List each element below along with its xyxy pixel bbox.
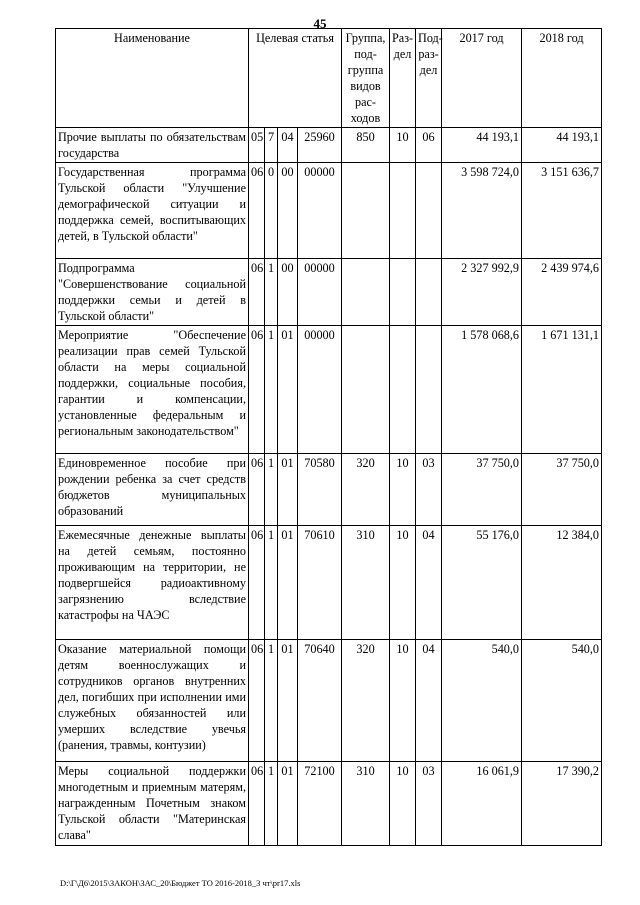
amount-2017: 3 598 724,0: [442, 163, 522, 259]
target-direction: 25960: [298, 128, 342, 163]
target-measure: 01: [278, 526, 298, 640]
amount-2017: 2 327 992,9: [442, 259, 522, 326]
header-section: Раз-дел: [390, 29, 416, 128]
target-direction: 00000: [298, 326, 342, 454]
target-program: 06: [249, 762, 265, 846]
header-name: Наименование: [56, 29, 249, 128]
amount-2018: 44 193,1: [522, 128, 602, 163]
section: 10: [390, 640, 416, 762]
amount-2018: 1 671 131,1: [522, 326, 602, 454]
section: [390, 163, 416, 259]
expense-group: [342, 163, 390, 259]
amount-2018: 12 384,0: [522, 526, 602, 640]
target-direction: 00000: [298, 259, 342, 326]
target-direction: 70640: [298, 640, 342, 762]
table-row: [56, 526, 602, 640]
amount-2017: 540,0: [442, 640, 522, 762]
target-subprogram: 1: [265, 526, 278, 640]
expense-group: 310: [342, 526, 390, 640]
amount-2017: 37 750,0: [442, 454, 522, 526]
page-number: 45: [313, 16, 327, 31]
target-program: 05: [249, 128, 265, 163]
amount-2018: 3 151 636,7: [522, 163, 602, 259]
target-program: 06: [249, 454, 265, 526]
amount-2017: 1 578 068,6: [442, 326, 522, 454]
subsection: 06: [416, 128, 442, 163]
table-row: [56, 128, 602, 163]
target-subprogram: 1: [265, 454, 278, 526]
subsection: [416, 259, 442, 326]
row-name: Прочие выплаты по обязательствам государства: [56, 128, 249, 163]
amount-2018: 2 439 974,6: [522, 259, 602, 326]
expense-group: 850: [342, 128, 390, 163]
target-subprogram: 1: [265, 326, 278, 454]
target-subprogram: 1: [265, 640, 278, 762]
header-2017: 2017 год: [442, 29, 522, 128]
row-name: Государственная программа Тульской области "Улучшение демографической ситуации и поддержка семей, воспитывающих детей, в Тульской области": [56, 163, 249, 259]
target-program: 06: [249, 526, 265, 640]
target-direction: 72100: [298, 762, 342, 846]
amount-2018: 540,0: [522, 640, 602, 762]
header-target-article: Целевая статья: [249, 29, 342, 128]
expense-group: [342, 259, 390, 326]
section: 10: [390, 128, 416, 163]
target-direction: 70610: [298, 526, 342, 640]
row-name: Мероприятие "Обеспечение реализации прав семей Тульской области на меры социальной поддержки, социальные пособия, гарантии и компенсации, установленные федеральным и региональным законодательством": [56, 326, 249, 454]
subsection: [416, 326, 442, 454]
section: [390, 259, 416, 326]
target-measure: 01: [278, 640, 298, 762]
expense-group: [342, 326, 390, 454]
section: [390, 326, 416, 454]
table-row: [56, 259, 602, 326]
subsection: 04: [416, 526, 442, 640]
target-measure: 00: [278, 259, 298, 326]
amount-2017: 16 061,9: [442, 762, 522, 846]
target-subprogram: 7: [265, 128, 278, 163]
target-measure: 00: [278, 163, 298, 259]
amount-2018: 37 750,0: [522, 454, 602, 526]
section: 10: [390, 762, 416, 846]
row-name: Ежемесячные денежные выплаты на детей семьям, постоянно проживающим на территории, не подвергшейся радиоактивному загрязнению вследствие катастрофы на ЧАЭС: [56, 526, 249, 640]
target-direction: 70580: [298, 454, 342, 526]
table-row: [56, 326, 602, 454]
subsection: 03: [416, 762, 442, 846]
amount-2017: 44 193,1: [442, 128, 522, 163]
expense-group: 320: [342, 640, 390, 762]
target-subprogram: 1: [265, 259, 278, 326]
table-row: [56, 163, 602, 259]
row-name: Оказание материальной помощи детям военнослужащих и сотрудников органов внутренних дел, погибших при исполнении ими служебных обязанностей или умерших вследствие увечья (ранения, травмы, контузии): [56, 640, 249, 762]
budget-table: [55, 28, 602, 846]
table-row: [56, 762, 602, 846]
target-program: 06: [249, 163, 265, 259]
expense-group: 310: [342, 762, 390, 846]
target-measure: 01: [278, 326, 298, 454]
file-path-footer: D:\Г\Д6\2015\ЗАКОН\ЗАС_20\Бюджет ТО 2016-2018_3 чт\pr17.xls: [60, 878, 301, 888]
subsection: [416, 163, 442, 259]
target-subprogram: 1: [265, 762, 278, 846]
target-measure: 01: [278, 454, 298, 526]
target-subprogram: 0: [265, 163, 278, 259]
subsection: 04: [416, 640, 442, 762]
table-row: [56, 640, 602, 762]
target-program: 06: [249, 326, 265, 454]
amount-2018: 17 390,2: [522, 762, 602, 846]
target-measure: 01: [278, 762, 298, 846]
section: 10: [390, 526, 416, 640]
amount-2017: 55 176,0: [442, 526, 522, 640]
section: 10: [390, 454, 416, 526]
header-2018: 2018 год: [522, 29, 602, 128]
target-direction: 00000: [298, 163, 342, 259]
expense-group: 320: [342, 454, 390, 526]
target-program: 06: [249, 259, 265, 326]
header-expense-group: Группа, под-группа видов рас-ходов: [342, 29, 390, 128]
table-row: [56, 454, 602, 526]
header-row: [56, 29, 602, 128]
row-name: Меры социальной поддержки многодетным и приемным матерям, награжденным Почетным знаком Тульской области "Материнская слава": [56, 762, 249, 846]
row-name: Единовременное пособие при рождении ребенка за счет средств бюджетов муниципальных образований: [56, 454, 249, 526]
row-name: Подпрограмма "Совершенствование социальной поддержки семьи и детей в Тульской области": [56, 259, 249, 326]
subsection: 03: [416, 454, 442, 526]
target-program: 06: [249, 640, 265, 762]
header-subsection: Под-раз-дел: [416, 29, 442, 128]
target-measure: 04: [278, 128, 298, 163]
